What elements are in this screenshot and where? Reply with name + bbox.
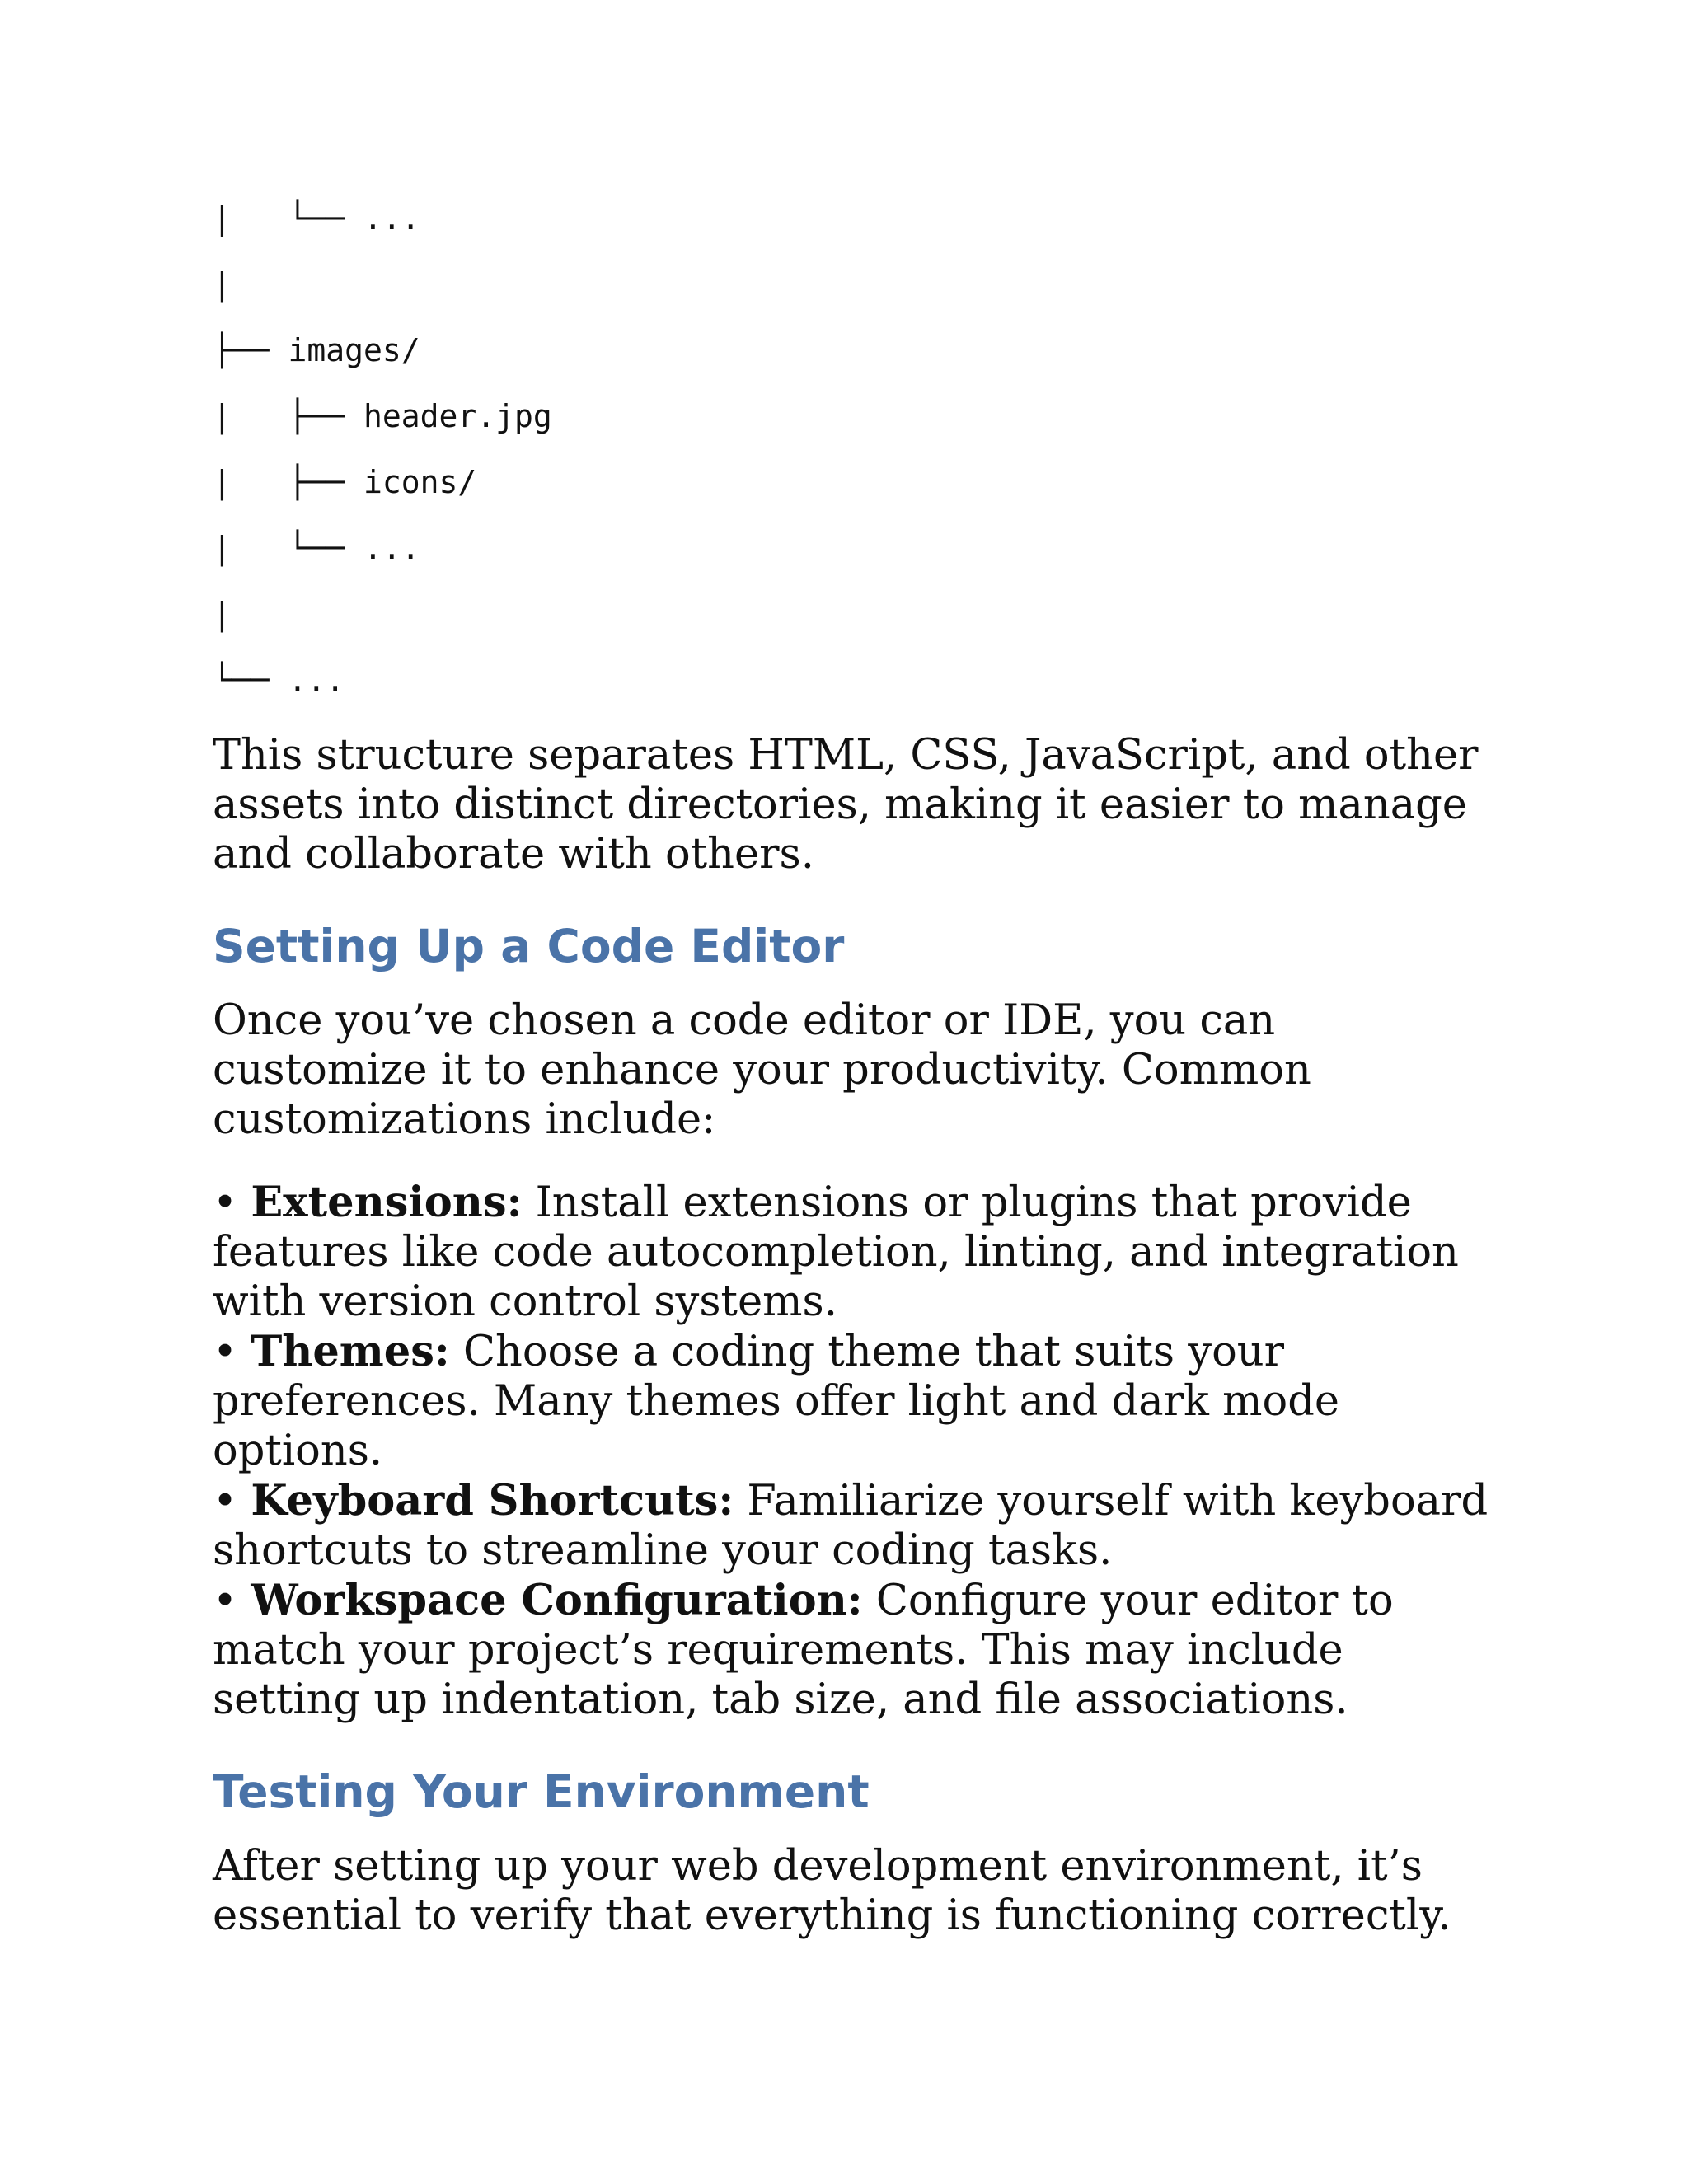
list-item: [213, 1178, 1498, 1327]
document-page: [213, 185, 1498, 1941]
tree-line: | ├── icons/: [213, 464, 477, 500]
list-item-text: Install extensions or plugins that provide features like code autocompletion, linting, and integration with version control systems.: [213, 1179, 1459, 1326]
list-item-text: Choose a coding theme that suits your preferences. Many themes offer light and dark mode options.: [213, 1328, 1340, 1475]
list-item: [213, 1476, 1498, 1576]
tree-line: | └── ...: [213, 530, 420, 566]
list-item-text: Configure your editor to match your project’s requirements. This may include setting up indentation, tab size, and file associations.: [213, 1577, 1394, 1724]
tree-line: |: [213, 266, 232, 302]
bullet-symbol: •: [213, 1179, 238, 1227]
bullet-symbol: •: [213, 1328, 238, 1376]
list-item: [213, 1576, 1498, 1725]
tree-line: | ├── header.jpg: [213, 398, 552, 434]
list-item-label: Workspace Configuration:: [251, 1576, 863, 1625]
list-item-label: Keyboard Shortcuts:: [251, 1476, 734, 1526]
intro-paragraph: This structure separates HTML, CSS, JavaScript, and other assets into distinct directories, making it easier to manage and collaborate with others.: [213, 731, 1479, 879]
customization-list: [213, 1178, 1498, 1725]
tree-line: |: [213, 596, 232, 632]
list-item-text: Familiarize yourself with keyboard shortcuts to streamline your coding tasks.: [213, 1477, 1489, 1575]
section-heading-testing: Testing Your Environment: [213, 1765, 870, 1818]
list-item: [213, 1327, 1498, 1476]
tree-line: ├── images/: [213, 332, 420, 368]
directory-tree: [213, 185, 1498, 713]
list-item-label: Themes:: [251, 1327, 450, 1376]
section-heading-editor: Setting Up a Code Editor: [213, 920, 845, 972]
bullet-symbol: •: [213, 1477, 238, 1526]
tree-line: | └── ...: [213, 200, 420, 237]
editor-paragraph: Once you’ve chosen a code editor or IDE, you can customize it to enhance your productivity. Common customizations include:: [213, 996, 1311, 1144]
bullet-symbol: •: [213, 1577, 238, 1625]
list-item-label: Extensions:: [251, 1178, 523, 1227]
testing-paragraph: After setting up your web development environment, it’s essential to verify that everything is functioning correctly.: [213, 1842, 1451, 1940]
tree-line: └── ...: [213, 662, 345, 698]
